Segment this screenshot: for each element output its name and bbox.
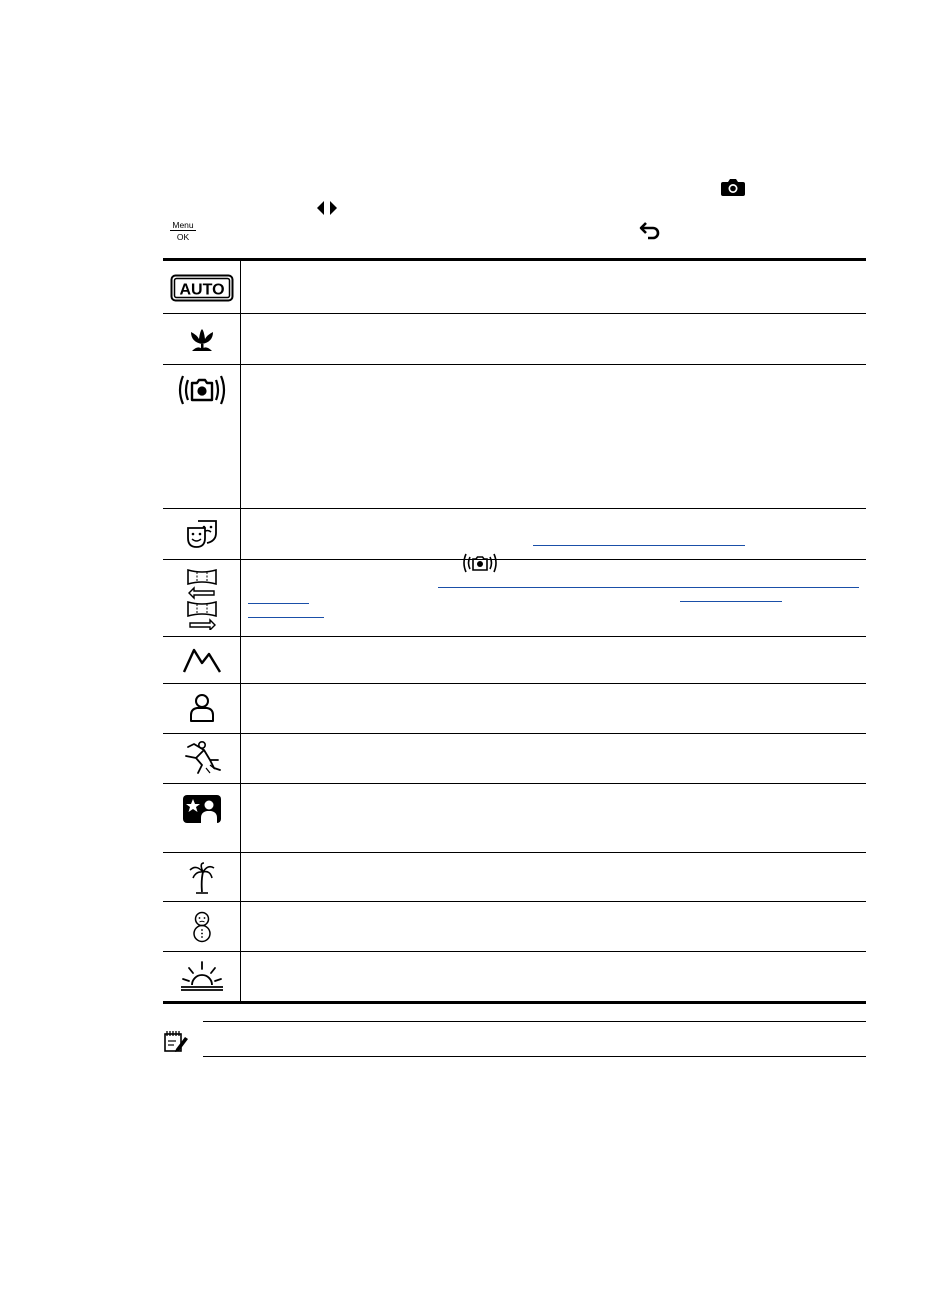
back-arrow-icon (638, 220, 664, 242)
note-rule-top (203, 1021, 866, 1022)
steady-photo-icon (177, 373, 227, 407)
table-row (163, 314, 866, 365)
icon-cell (163, 365, 241, 508)
snowman-icon (190, 911, 214, 943)
table-row (163, 853, 866, 902)
table-row (163, 637, 866, 684)
auto-label: AUTO (178, 281, 225, 299)
icon-cell (163, 314, 241, 364)
macro-flower-icon (189, 328, 215, 352)
table-row (163, 365, 866, 509)
beach-palm-icon (188, 862, 216, 894)
icon-cell (163, 509, 241, 559)
auto-mode-icon (170, 274, 234, 302)
menu-ok-icon (165, 219, 201, 243)
note-icon (163, 1029, 189, 1053)
table-row (163, 734, 866, 784)
night-portrait-icon (182, 794, 222, 824)
theatre-masks-icon (186, 519, 218, 549)
table-row (163, 560, 866, 637)
icon-cell (163, 784, 241, 852)
menu-ok-bottom-label: OK (176, 232, 190, 242)
camera-icon (720, 176, 746, 198)
table-row (163, 902, 866, 952)
landscape-mountains-icon (182, 646, 222, 674)
sunset-icon (179, 960, 225, 992)
icon-cell (163, 560, 241, 636)
link-underline[interactable] (680, 601, 782, 602)
note-block (163, 1021, 866, 1057)
table-row (163, 784, 866, 853)
icon-cell (163, 902, 241, 951)
table-row (163, 952, 866, 1001)
panorama-icon (186, 568, 218, 630)
icon-cell (163, 734, 241, 783)
icon-cell (163, 684, 241, 733)
icon-cell (163, 853, 241, 901)
icon-cell (163, 952, 241, 1001)
table-row (163, 684, 866, 734)
table-row (163, 261, 866, 314)
link-underline[interactable] (248, 617, 324, 618)
portrait-person-icon (188, 693, 216, 723)
icon-cell (163, 637, 241, 683)
left-right-arrows-icon (315, 199, 339, 217)
icon-cell (163, 261, 241, 313)
action-runner-icon (182, 740, 222, 776)
menu-ok-top-label: Menu (172, 220, 194, 230)
table-row (163, 509, 866, 560)
note-rule-bottom (203, 1056, 866, 1057)
shooting-modes-table (163, 258, 866, 1004)
